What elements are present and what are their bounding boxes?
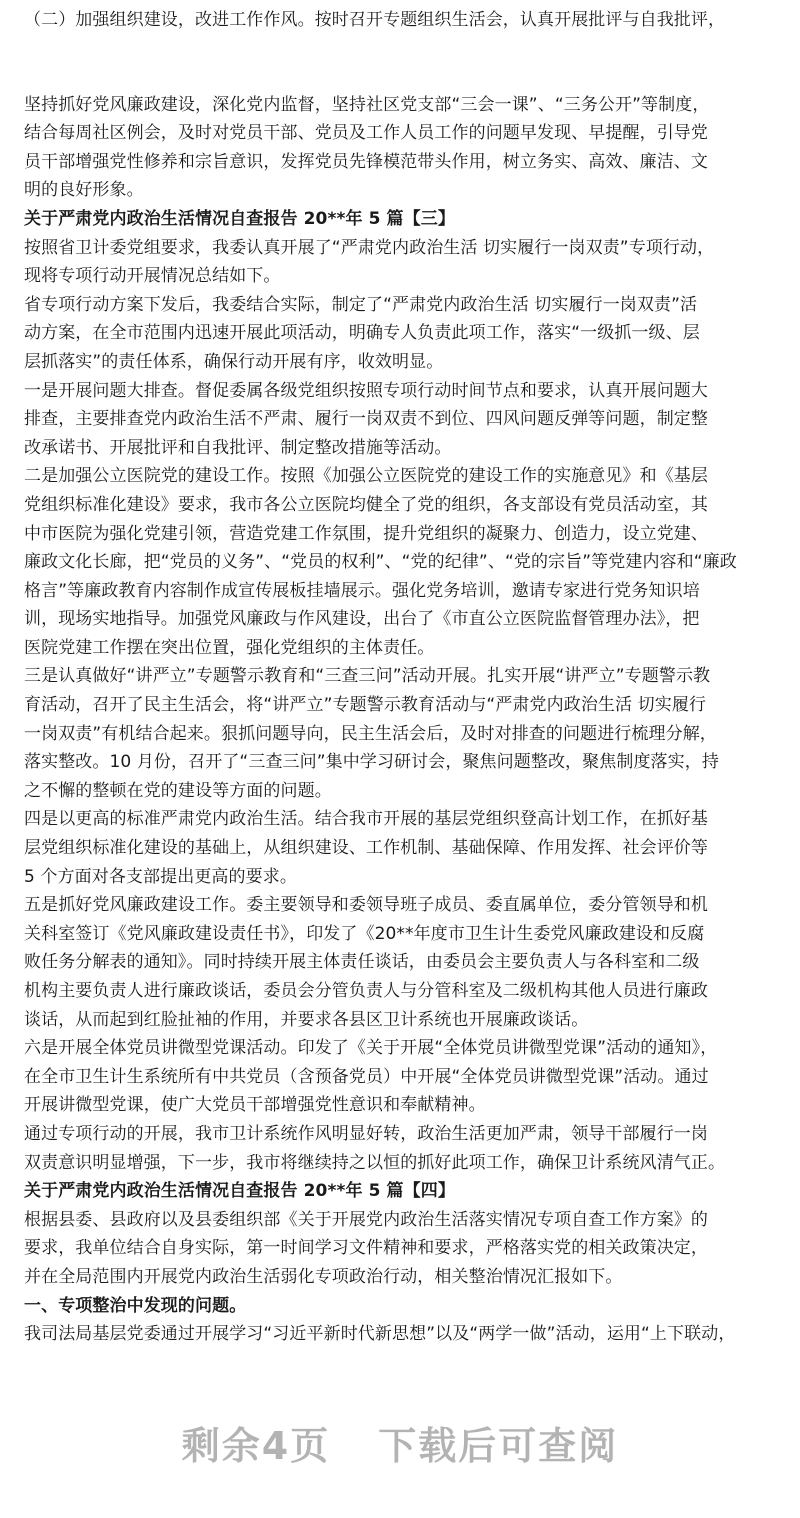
text-line: （二）加强组织建设，改进工作作风。按时召开专题组织生活会，认真开展批评与自我批评， xyxy=(24,10,726,30)
text-line: 坚持抓好党风廉政建设，深化党内监督，坚持社区党支部“三会一课”、“三务公开”等制度， xyxy=(24,94,710,115)
text-line: 中市医院为强化党建引领，营造党建工作氛围，提升党组织的凝聚力、创造力，设立党建、 xyxy=(24,523,708,544)
text-line: 格言”等廉政教育内容制作成宣传展板挂墙展示。强化党务培训，邀请专家进行党务知识培 xyxy=(24,580,700,601)
text-line: 通过专项行动的开展，我市卫计系统作风明显好转，政治生活更加严肃，领导干部履行一岗 xyxy=(24,1123,708,1144)
download-to-view-text: 下载后可查阅 xyxy=(378,1424,619,1468)
text-line: 谈话，从而起到红脸扯袖的作用，并要求各县区卫计系统也开展廉政谈话。 xyxy=(24,1009,589,1030)
text-line: 层抓落实”的责任体系，确保行动开展有序，收效明显。 xyxy=(24,351,444,372)
preview-footer[interactable] xyxy=(0,1415,800,1475)
text-line: 五是抓好党风廉政建设工作。委主要领导和委领导班子成员、委直属单位，委分管领导和机 xyxy=(24,895,708,916)
text-line: 败任务分解表的通知》。同时持续开展主体责任谈话，由委员会主要负责人与各科室和二级 xyxy=(24,952,700,973)
document-lines xyxy=(24,91,780,1349)
text-line: 排查，主要排查党内政治生活不严肃、履行一岗双责不到位、四风问题反弹等问题，制定整 xyxy=(24,409,708,430)
text-line: 省专项行动方案下发后，我委结合实际，制定了“严肃党内政治生活 切实履行一岗双责”活 xyxy=(24,294,698,315)
text-line: 双责意识明显增强，下一步，我市将继续持之以恒的抓好此项工作，确保卫计系统风清气正。 xyxy=(24,1152,726,1173)
section-heading: 一、专项整治中发现的问题。 xyxy=(24,1295,247,1316)
page-break-gap xyxy=(24,35,780,91)
text-line: 三是认真做好“讲严立”专题警示教育和“三查三问”活动开展。扎实开展“讲严立”专题警示教 xyxy=(24,666,711,687)
text-line: 动方案，在全市范围内迅速开展此项活动，明确专人负责此项工作，落实“一级抓一级、层 xyxy=(24,323,700,344)
section-heading: 关于严肃党内政治生活情况自查报告 20**年 5 篇【三】 xyxy=(24,208,455,229)
lines-before-gap xyxy=(24,6,780,35)
text-line: 机构主要负责人进行廉政谈话，委员会分管负责人与分管科室及二级机构其他人员进行廉政 xyxy=(24,981,708,1001)
text-line: 党组织标准化建设》要求，我市各公立医院均健全了党的组织，各支部设有党员活动室，其 xyxy=(24,494,708,515)
text-line: 改承诺书、开展批评和自我批评、制定整改措施等活动。 xyxy=(24,437,452,458)
text-line: 训，现场实地指导。加强党风廉政与作风建设，出台了《市直公立医院监督管理办法》，把 xyxy=(24,609,700,630)
text-line: 医院党建工作摆在突出位置，强化党组织的主体责任。 xyxy=(24,637,435,658)
text-line: 根据县委、县政府以及县委组织部《关于开展党内政治生活落实情况专项自查工作方案》的 xyxy=(24,1209,708,1230)
text-line: 我司法局基层党委通过开展学习“习近平新时代新思想”以及“两学一做”活动，运用“上下联动， xyxy=(24,1324,736,1345)
text-line: 要求，我单位结合自身实际，第一时间学习文件精神和要求，严格落实党的相关政策决定， xyxy=(24,1238,708,1259)
text-line: 结合每周社区例会，及时对党员干部、党员及工作人员工作的问题早发现、早提醒，引导党 xyxy=(24,123,708,144)
text-line: 育活动，召开了民主生活会，将“讲严立”专题警示教育活动与“严肃党内政治生活 切实履行 xyxy=(24,695,707,716)
text-line: 在全市卫生计生系统所有中共党员（含预备党员）中开展“全体党员讲微型党课”活动。通过 xyxy=(24,1066,709,1087)
section-heading: 关于严肃党内政治生活情况自查报告 20**年 5 篇【四】 xyxy=(24,1181,455,1202)
text-line: 5 个方面对各支部提出更高的要求。 xyxy=(24,866,297,887)
document-body xyxy=(24,6,780,1349)
text-line: 二是加强公立医院党的建设工作。按照《加强公立医院党的建设工作的实施意见》和《基层 xyxy=(24,466,708,487)
text-line: 关科室签订《党风廉政建设责任书》，印发了《20**年度市卫生计生委党风廉政建设和反腐 xyxy=(24,923,705,944)
text-line: 廉政文化长廊，把“党员的义务”、“党员的权利”、“党的纪律”、“党的宗旨”等党建内容和“廉政 xyxy=(24,552,737,573)
text-line: 明的良好形象。 xyxy=(24,180,144,201)
text-line: 之不懈的整顿在党的建设等方面的问题。 xyxy=(24,780,332,801)
text-line: 开展讲微型党课，使广大党员干部增强党性意识和奉献精神。 xyxy=(24,1095,486,1116)
text-line: 按照省卫计委党组要求，我委认真开展了“严肃党内政治生活 切实履行一岗双责”专项行动， xyxy=(24,237,715,258)
text-line: 四是以更高的标准严肃党内政治生活。结合我市开展的基层党组织登高计划工作，在抓好基 xyxy=(24,809,708,830)
text-line: 落实整改。10 月份，召开了“三查三问”集中学习研讨会，聚焦问题整改，聚焦制度落实，持 xyxy=(24,752,719,773)
text-line: 员干部增强党性修养和宗旨意识，发挥党员先锋模范带头作用，树立务实、高效、廉洁、文 xyxy=(24,151,708,172)
remaining-pages-text: 剩余4页 xyxy=(181,1424,331,1468)
text-line: 一是开展问题大排查。督促委属各级党组织按照专项行动时间节点和要求，认真开展问题大 xyxy=(24,380,708,401)
text-line: 并在全局范围内开展党内政治生活弱化专项政治行动，相关整治情况汇报如下。 xyxy=(24,1266,623,1287)
text-line: 层党组织标准化建设的基础上，从组织建设、工作机制、基础保障、作用发挥、社会评价等 xyxy=(24,838,708,859)
text-line: 现将专项行动开展情况总结如下。 xyxy=(24,266,281,287)
text-line: 六是开展全体党员讲微型党课活动。印发了《关于开展“全体党员讲微型党课”活动的通知》， xyxy=(24,1038,718,1059)
text-line: 一岗双责”有机结合起来。狠抓问题导向，民主生活会后，及时对排查的问题进行梳理分解， xyxy=(24,723,717,744)
